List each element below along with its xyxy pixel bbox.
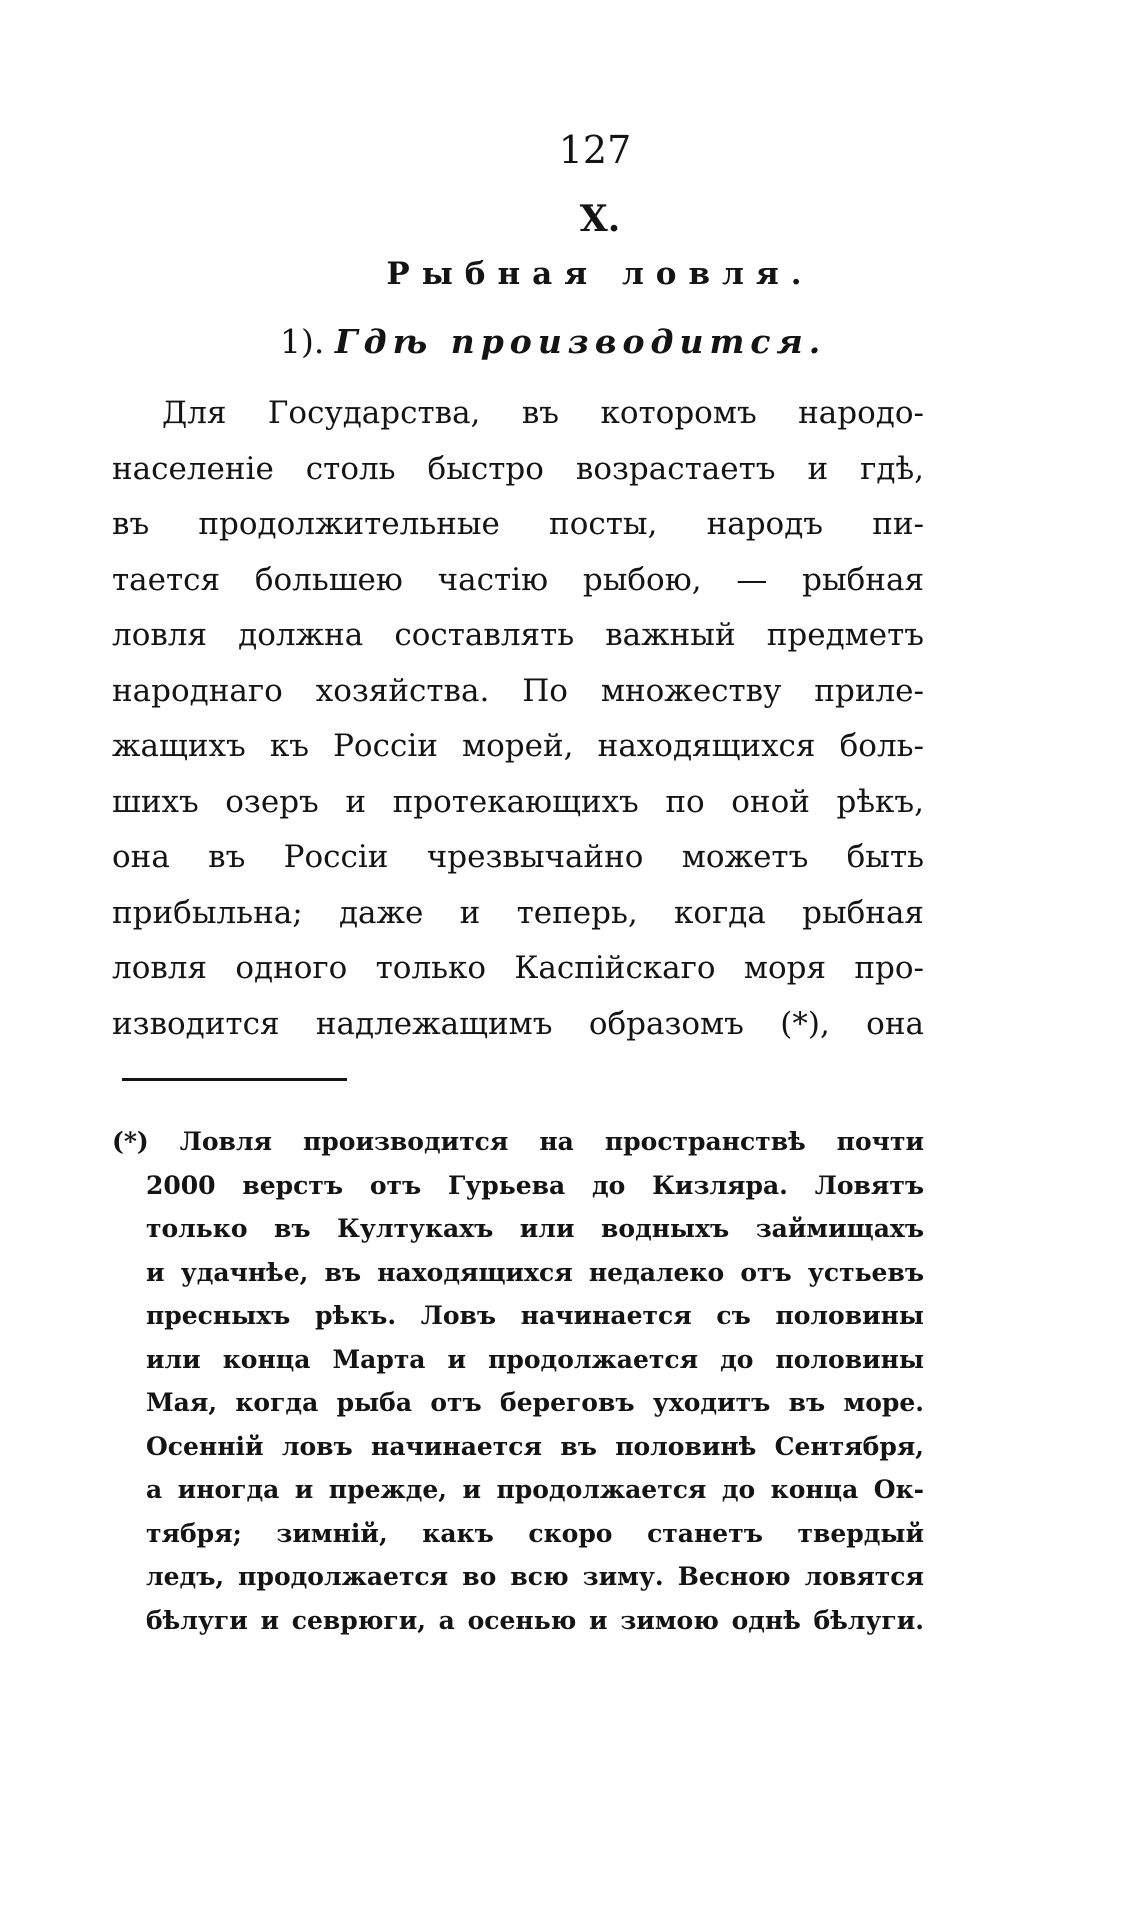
main-paragraph: [112, 386, 924, 1052]
paragraph-line: ловля должна составлять важный предметъ: [112, 617, 924, 653]
section-title: Гдѣ производится.: [334, 322, 827, 361]
footnote-divider: [122, 1078, 347, 1081]
paragraph-line: Для Государства, въ которомъ народо-: [162, 395, 924, 431]
footnote-line: 2000 верстъ отъ Гурьева до Кизляра. Ловятъ: [146, 1170, 924, 1200]
chapter-title: Рыбная ловля.: [386, 256, 814, 292]
paragraph-line: жащихъ къ Россіи морей, находящихся боль-: [112, 728, 924, 764]
paragraph-line: ловля одного только Каспійскаго моря про-: [112, 950, 924, 986]
paragraph-line: народнаго хозяйства. По множеству приле-: [112, 672, 924, 709]
footnote-line: ледъ, продолжается во всю зиму. Весною ловятся: [146, 1562, 924, 1591]
paragraph-line: шихъ озеръ и протекающихъ по оной рѣкъ,: [112, 783, 924, 820]
footnote-line: пресныхъ рѣкъ. Ловъ начинается съ половины: [146, 1301, 924, 1330]
footnote-line: или конца Марта и продолжается до половины: [146, 1344, 924, 1374]
paragraph-line: тается большею частію рыбою, — рыбная: [112, 561, 924, 598]
footnote-line: (*) Ловля производится на пространствѣ почти: [112, 1127, 924, 1156]
page-number: 127: [558, 128, 632, 172]
footnote: [112, 1120, 924, 1642]
footnote-line: тября; зимній, какъ скоро станетъ твердый: [146, 1518, 924, 1548]
paragraph-line: прибыльна; даже и теперь, когда рыбная: [112, 894, 924, 931]
footnote-line: а иногда и прежде, и продолжается до конца Ок-: [146, 1475, 924, 1504]
paragraph-line: населеніе столь быстро возрастаетъ и гдѣ,: [112, 450, 924, 487]
footnote-line: и удачнѣе, въ находящихся недалеко отъ устьевъ: [146, 1257, 924, 1287]
footnote-line: Осенній ловъ начинается въ половинѣ Сентября,: [146, 1431, 924, 1461]
footnote-line: бѣлуги и севрюги, а осенью и зимою однѣ бѣлуги.: [146, 1605, 924, 1635]
footnote-line: Мая, когда рыба отъ береговъ уходитъ въ море.: [146, 1388, 924, 1417]
chapter-number: X.: [579, 198, 621, 240]
paragraph-line: въ продолжительные посты, народъ пи-: [112, 506, 924, 542]
section-number: 1).: [280, 322, 325, 361]
section-heading: [280, 322, 826, 361]
paragraph-line: изводится надлежащимъ образомъ (*), она: [112, 1005, 924, 1042]
footnote-line: только въ Култукахъ или водныхъ займищахъ: [146, 1214, 924, 1243]
paragraph-line: она въ Россіи чрезвычайно можетъ быть: [112, 839, 924, 875]
